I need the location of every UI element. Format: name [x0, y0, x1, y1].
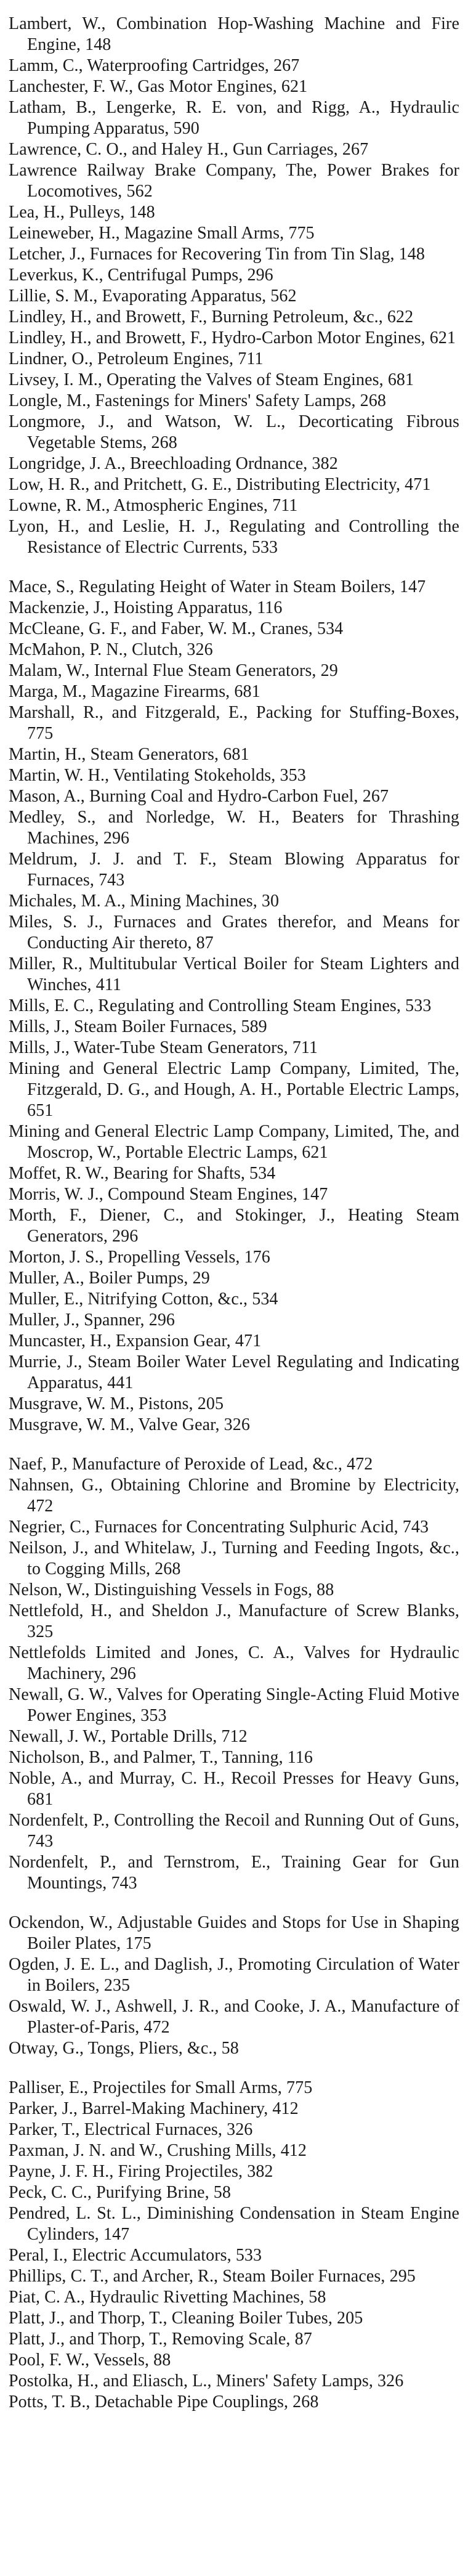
index-entry: Lawrence Railway Brake Company, The, Power Brakes for Locomotives, 562 — [9, 161, 459, 201]
index-entry: Lea, H., Pulleys, 148 — [9, 203, 155, 222]
index-entry: Negrier, C., Furnaces for Concentrating Sulphuric Acid, 743 — [9, 1518, 429, 1537]
index-list — [9, 14, 459, 2413]
index-section-n — [9, 1454, 459, 1894]
index-entry: Murrie, J., Steam Boiler Water Level Regulating and Indicating Apparatus, 441 — [9, 1352, 459, 1392]
index-entry: Lindner, O., Petroleum Engines, 711 — [9, 349, 264, 368]
index-entry: Payne, J. F. H., Firing Projectiles, 382 — [9, 2162, 273, 2181]
index-section-o — [9, 1912, 459, 2059]
index-entry: Parker, J., Barrel-Making Machinery, 412 — [9, 2099, 299, 2118]
index-entry: Leverkus, K., Centrifugal Pumps, 296 — [9, 266, 273, 285]
index-entry: Phillips, C. T., and Archer, R., Steam Boiler Furnaces, 295 — [9, 2267, 416, 2286]
index-entry: Noble, A., and Murray, C. H., Recoil Presses for Heavy Guns, 681 — [9, 1769, 459, 1809]
index-section-m — [9, 577, 459, 1436]
index-entry: Leineweber, H., Magazine Small Arms, 775 — [9, 224, 315, 243]
index-entry: Parker, T., Electrical Furnaces, 326 — [9, 2120, 253, 2139]
index-entry: Naef, P., Manufacture of Peroxide of Lead, &c., 472 — [9, 1455, 373, 1474]
index-entry: Mason, A., Burning Coal and Hydro-Carbon Fuel, 267 — [9, 787, 389, 806]
index-entry: Michales, M. A., Mining Machines, 30 — [9, 892, 280, 911]
index-entry: Lanchester, F. W., Gas Motor Engines, 621 — [9, 77, 308, 96]
index-entry: Mackenzie, J., Hoisting Apparatus, 116 — [9, 598, 283, 617]
index-entry: McCleane, G. F., and Faber, W. M., Cranes, 534 — [9, 619, 344, 638]
index-entry: Musgrave, W. M., Valve Gear, 326 — [9, 1415, 250, 1434]
index-entry: Morris, W. J., Compound Steam Engines, 147 — [9, 1185, 328, 1204]
index-entry: Morton, J. S., Propelling Vessels, 176 — [9, 1248, 270, 1267]
index-entry: Lindley, H., and Browett, F., Hydro-Carbon Motor Engines, 621 — [9, 328, 456, 347]
index-entry: Nahnsen, G., Obtaining Chlorine and Bromine by Electricity, 472 — [9, 1476, 459, 1516]
index-entry: Longle, M., Fastenings for Miners' Safety Lamps, 268 — [9, 391, 386, 410]
index-entry: Piat, C. A., Hydraulic Rivetting Machines, 58 — [9, 2288, 326, 2307]
index-entry: Nicholson, B., and Palmer, T., Tanning, 116 — [9, 1748, 313, 1767]
index-entry: Mills, J., Steam Boiler Furnaces, 589 — [9, 1017, 267, 1036]
index-entry: Mace, S., Regulating Height of Water in Steam Boilers, 147 — [9, 577, 426, 596]
index-entry: Peck, C. C., Purifying Brine, 58 — [9, 2183, 231, 2202]
index-entry: Neilson, J., and Whitelaw, J., Turning and Feeding Ingots, &c., to Cogging Mills, 268 — [9, 1538, 459, 1579]
index-entry: Nettlefold, H., and Sheldon J., Manufacture of Screw Blanks, 325 — [9, 1601, 459, 1641]
index-entry: Marshall, R., and Fitzgerald, E., Packing for Stuffing-Boxes, 775 — [9, 703, 459, 743]
section-gap — [9, 1894, 459, 1912]
index-entry: Malam, W., Internal Flue Steam Generators, 29 — [9, 661, 338, 680]
index-entry: Otway, G., Tongs, Pliers, &c., 58 — [9, 2039, 239, 2058]
index-entry: Longmore, J., and Watson, W. L., Decorticating Fibrous Vegetable Stems, 268 — [9, 412, 459, 452]
index-entry: Lamm, C., Waterproofing Cartridges, 267 — [9, 56, 300, 75]
index-entry: Latham, B., Lengerke, R. E. von, and Rigg, A., Hydraulic Pumping Apparatus, 590 — [9, 98, 459, 138]
index-entry: Nelson, W., Distinguishing Vessels in Fogs, 88 — [9, 1580, 334, 1599]
index-entry: Ockendon, W., Adjustable Guides and Stops for Use in Shaping Boiler Plates, 175 — [9, 1913, 459, 1953]
index-entry: Potts, T. B., Detachable Pipe Couplings, 268 — [9, 2392, 319, 2411]
index-entry: Miles, S. J., Furnaces and Grates therefor, and Means for Conducting Air thereto, 87 — [9, 912, 459, 953]
index-entry: Nordenfelt, P., Controlling the Recoil and Running Out of Guns, 743 — [9, 1811, 459, 1851]
index-entry: Muller, J., Spanner, 296 — [9, 1310, 176, 1330]
index-entry: Muncaster, H., Expansion Gear, 471 — [9, 1331, 262, 1351]
index-entry: Postolka, H., and Eliasch, L., Miners' Safety Lamps, 326 — [9, 2371, 404, 2391]
index-entry: Lindley, H., and Browett, F., Burning Petroleum, &c., 622 — [9, 307, 414, 327]
section-gap — [9, 558, 459, 577]
index-entry: Palliser, E., Projectiles for Small Arms, 775 — [9, 2078, 313, 2097]
index-entry: Lowne, R. M., Atmospheric Engines, 711 — [9, 496, 298, 515]
index-entry: Muller, E., Nitrifying Cotton, &c., 534 — [9, 1290, 278, 1309]
index-entry: Meldrum, J. J. and T. F., Steam Blowing Apparatus for Furnaces, 743 — [9, 850, 459, 890]
index-entry: Lawrence, C. O., and Haley H., Gun Carriages, 267 — [9, 140, 369, 159]
index-entry: Martin, W. H., Ventilating Stokeholds, 353 — [9, 766, 306, 785]
index-entry: Livsey, I. M., Operating the Valves of Steam Engines, 681 — [9, 370, 414, 389]
index-entry: Musgrave, W. M., Pistons, 205 — [9, 1394, 224, 1413]
index-entry: Mills, J., Water-Tube Steam Generators, 711 — [9, 1038, 318, 1057]
index-entry: Lambert, W., Combination Hop-Washing Machine and Fire Engine, 148 — [9, 14, 459, 54]
index-section-p — [9, 2078, 459, 2413]
section-gap — [9, 2059, 459, 2078]
index-entry: Medley, S., and Norledge, W. H., Beaters for Thrashing Machines, 296 — [9, 808, 459, 848]
index-entry: Mining and General Electric Lamp Company, Limited, The, Fitzgerald, D. G., and Hough, A. H., Portable Electric Lamps, 651 — [9, 1059, 459, 1120]
index-entry: Miller, R., Multitubular Vertical Boiler for Steam Lighters and Winches, 411 — [9, 954, 459, 994]
index-entry: Marga, M., Magazine Firearms, 681 — [9, 682, 260, 701]
index-entry: Morth, F., Diener, C., and Stokinger, J., Heating Steam Generators, 296 — [9, 1206, 459, 1246]
index-entry: Mining and General Electric Lamp Company, Limited, The, and Moscrop, W., Portable Electric Lamps, 621 — [9, 1122, 459, 1162]
index-entry: Lyon, H., and Leslie, H. J., Regulating and Controlling the Resistance of Electric Currents, 533 — [9, 517, 459, 557]
index-entry: Martin, H., Steam Generators, 681 — [9, 745, 249, 764]
index-entry: Mills, E. C., Regulating and Controlling Steam Engines, 533 — [9, 996, 432, 1015]
index-entry: Paxman, J. N. and W., Crushing Mills, 412 — [9, 2141, 307, 2160]
index-entry: Peral, I., Electric Accumulators, 533 — [9, 2246, 262, 2265]
index-entry: Platt, J., and Thorp, T., Cleaning Boiler Tubes, 205 — [9, 2309, 363, 2328]
index-entry: Pendred, L. St. L., Diminishing Condensation in Steam Engine Cylinders, 147 — [9, 2204, 459, 2244]
section-gap — [9, 1436, 459, 1454]
index-entry: Moffet, R. W., Bearing for Shafts, 534 — [9, 1164, 276, 1183]
index-entry: Nordenfelt, P., and Ternstrom, E., Training Gear for Gun Mountings, 743 — [9, 1853, 459, 1893]
index-entry: Oswald, W. J., Ashwell, J. R., and Cooke, J. A., Manufacture of Plaster-of-Paris, 472 — [9, 1997, 459, 2037]
index-entry: Longridge, J. A., Breechloading Ordnance, 382 — [9, 454, 338, 473]
index-entry: Ogden, J. E. L., and Daglish, J., Promoting Circulation of Water in Boilers, 235 — [9, 1955, 459, 1995]
index-section-l — [9, 14, 459, 558]
index-entry: Newall, J. W., Portable Drills, 712 — [9, 1727, 248, 1746]
index-entry: Pool, F. W., Vessels, 88 — [9, 2350, 171, 2370]
index-entry: Nettlefolds Limited and Jones, C. A., Valves for Hydraulic Machinery, 296 — [9, 1643, 459, 1683]
index-entry: Newall, G. W., Valves for Operating Single-Acting Fluid Motive Power Engines, 353 — [9, 1685, 459, 1725]
index-entry: Letcher, J., Furnaces for Recovering Tin from Tin Slag, 148 — [9, 245, 425, 264]
index-entry: Muller, A., Boiler Pumps, 29 — [9, 1269, 210, 1288]
index-entry: McMahon, P. N., Clutch, 326 — [9, 640, 213, 659]
index-entry: Low, H. R., and Pritchett, G. E., Distributing Electricity, 471 — [9, 475, 431, 494]
index-entry: Lillie, S. M., Evaporating Apparatus, 562 — [9, 286, 297, 306]
index-entry: Platt, J., and Thorp, T., Removing Scale, 87 — [9, 2330, 312, 2349]
